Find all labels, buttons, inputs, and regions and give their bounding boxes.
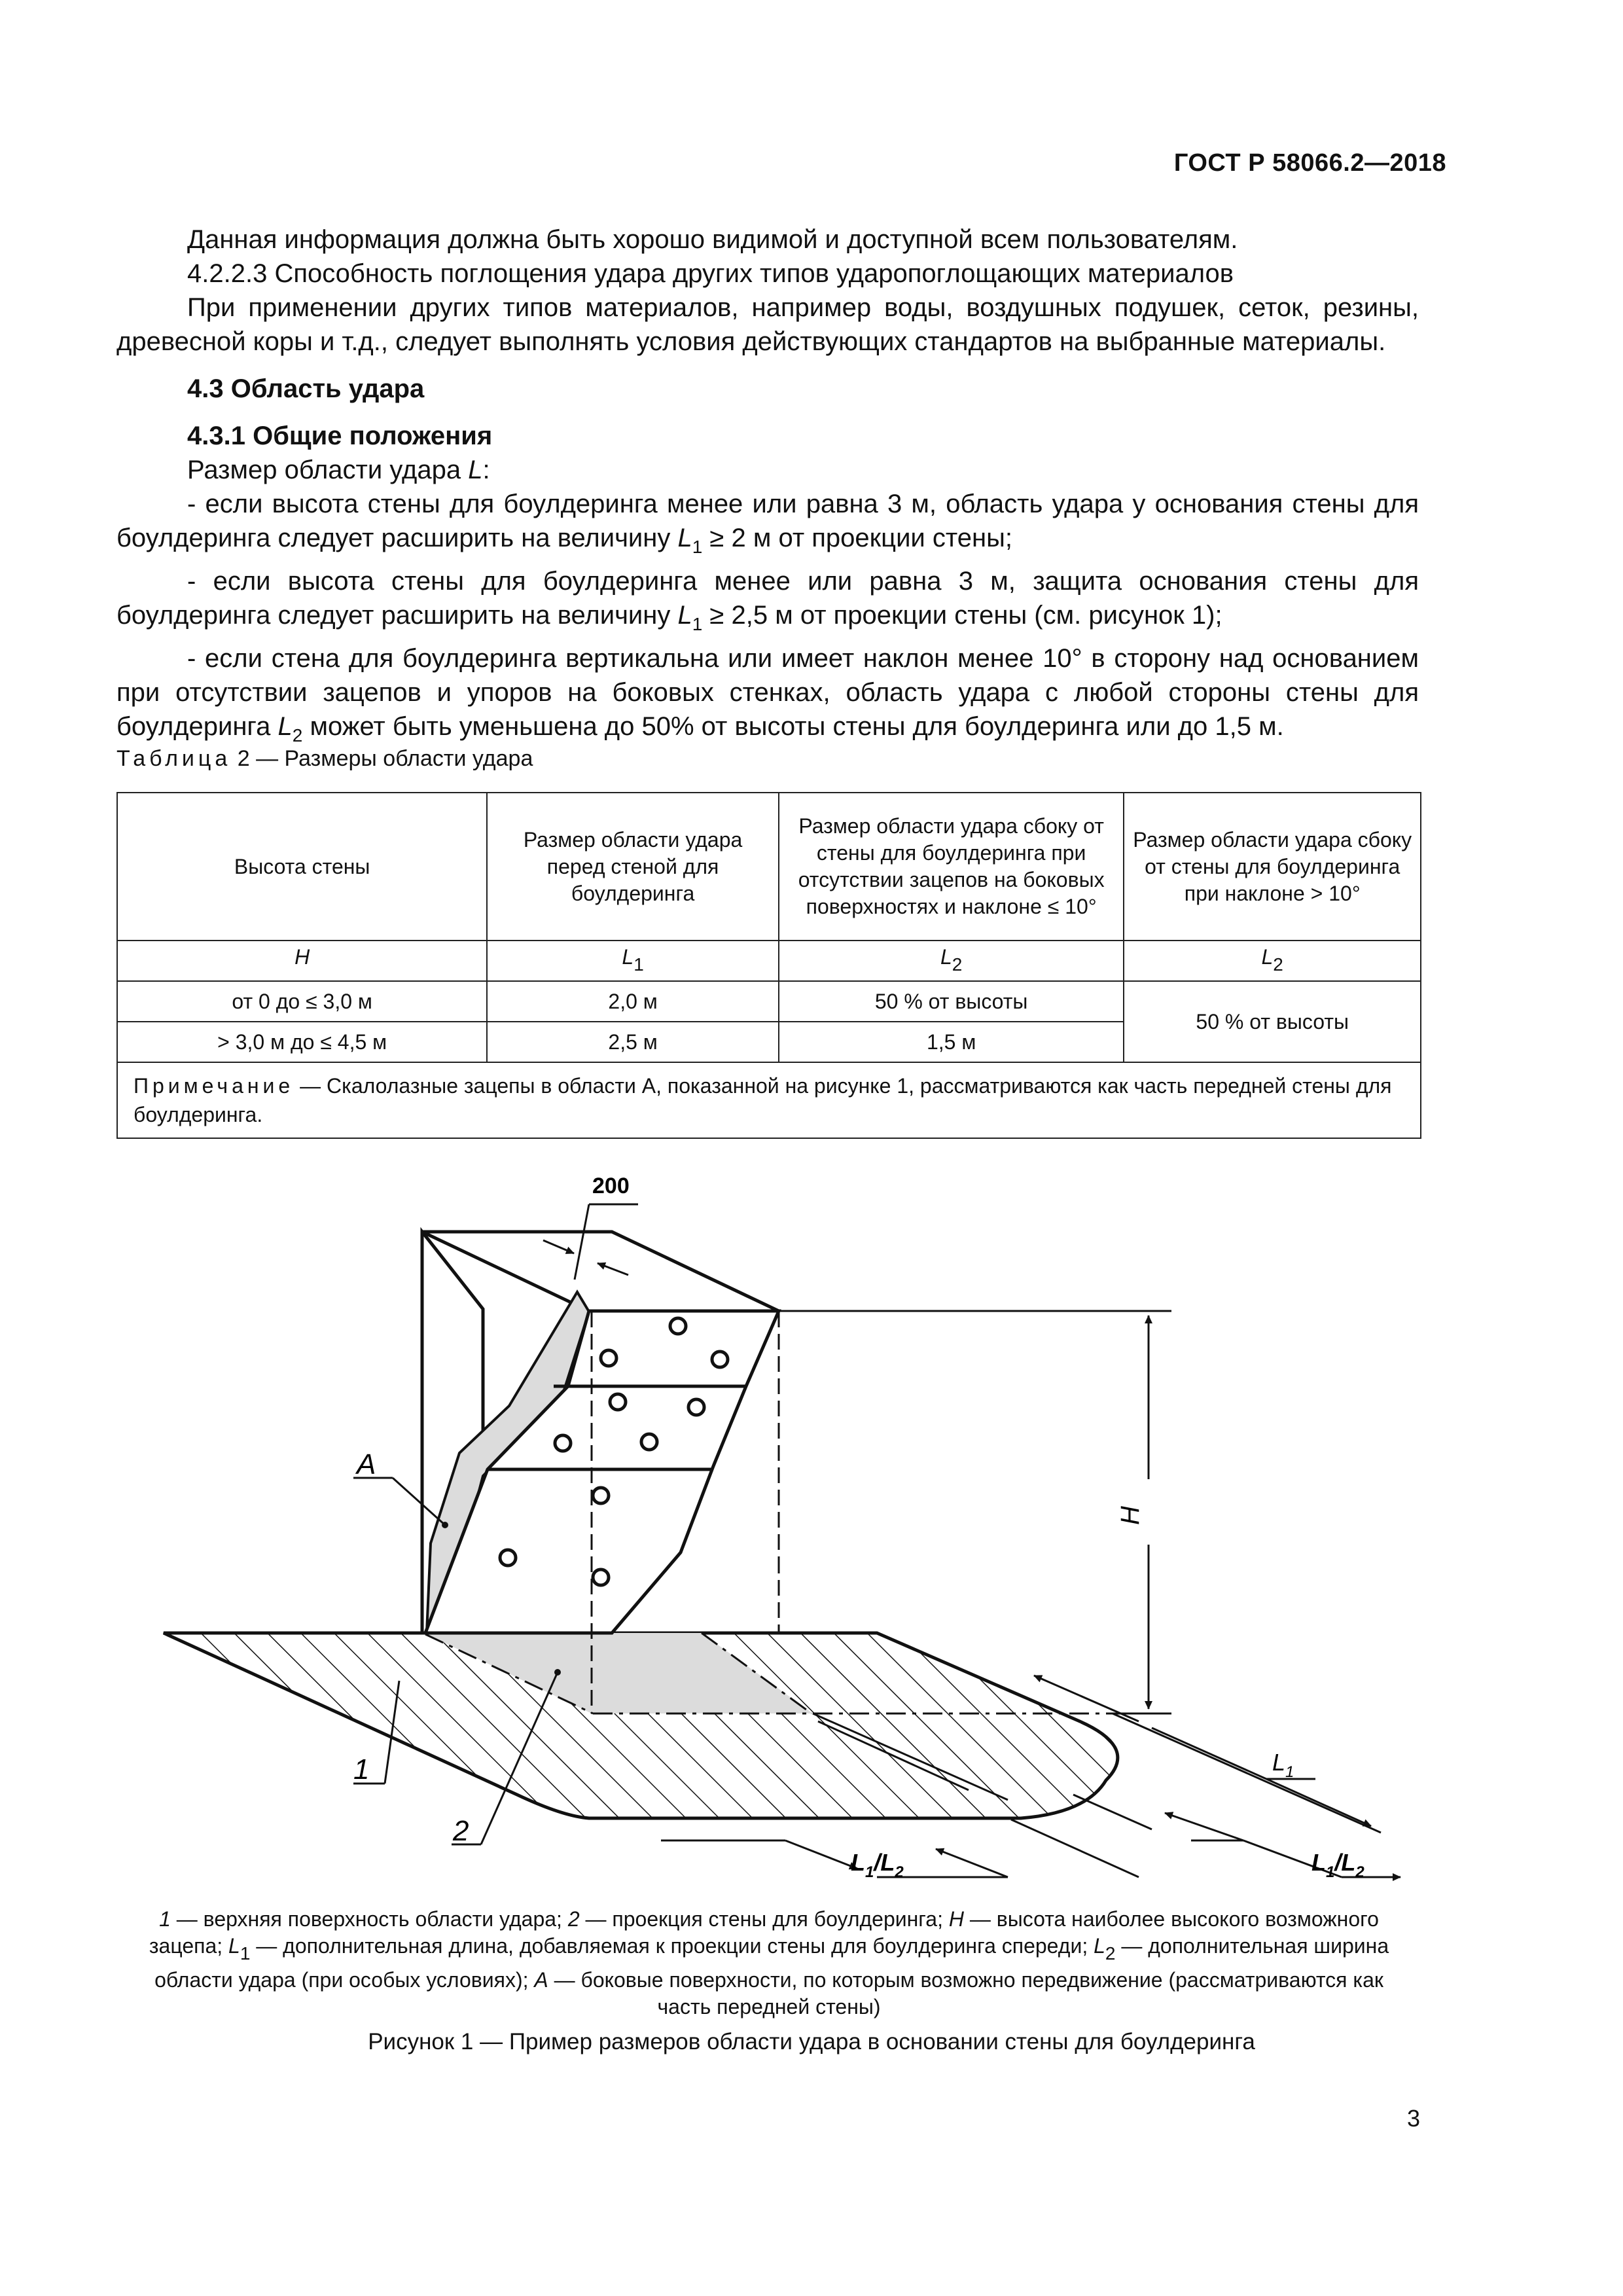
table-cell: от 0 до ≤ 3,0 м — [117, 981, 487, 1022]
paragraph-impact-size: Размер области удара L: — [187, 456, 490, 484]
impact-area-table — [116, 792, 1421, 1139]
figure-legend: 1 — верхняя поверхность области удара; 2 — проекция стены для боулдеринга; H — высота наиболее высокого возможного зацепа; L1 — дополнительная длина, добавляемая к проекции стены для боулдеринга спереди; L2 — дополнительная ширина области удара (при особых условиях); A — боковые поверхности, по которым возможно передвижение (рассматриваются как часть передней стены) — [149, 1907, 1389, 2018]
area-a-label: A — [357, 1448, 376, 1480]
hold-icon — [610, 1394, 626, 1410]
paragraph-bullet-2: - если высота стены для боулдеринга менее или равна 3 м, защита основания стены для боулдеринга следует расширить на величину $L_1 \ge 2,5$ м от проекции стены (см. рисунок 1); — [116, 567, 1419, 634]
table-cell: 50 % от высоты — [779, 981, 1124, 1022]
paragraph-clause-4-2-2-3: 4.2.2.3 Способность поглощения удара других типов ударопоглощающих материалов — [187, 259, 1234, 288]
body-text — [116, 223, 1419, 753]
heading-4-3-1: 4.3.1 Общие положения — [187, 422, 493, 450]
header-cell: Размер области удара перед стеной для боулдеринга — [487, 793, 779, 941]
hold-icon — [641, 1434, 657, 1450]
paragraph-bullet-1: - если высота стены для боулдеринга менее или равна 3 м, область удара у основания стены для боулдеринга следует расширить на величину $L_1 \ge 2$ м от проекции стены; — [116, 490, 1419, 557]
dimension-200-label: 200 — [592, 1174, 630, 1198]
hold-icon — [555, 1435, 571, 1451]
hold-icon — [500, 1550, 516, 1566]
hold-icon — [712, 1352, 728, 1367]
table-caption: Таблица 2 — Размеры области удара — [116, 746, 533, 771]
hold-icon — [593, 1488, 609, 1503]
table-cell: > 3,0 м до ≤ 4,5 м — [117, 1022, 487, 1062]
figure-1-diagram — [0, 1139, 1623, 1905]
header-cell: Размер области удара сбоку от стены для боулдеринга при отсутствии зацепов на боковых поверхностях и наклоне ≤ 10° — [779, 793, 1124, 941]
figure-caption: Рисунок 1 — Пример размеров области удара в основании стены для боулдеринга — [368, 2029, 1255, 2054]
header-cell: Размер области удара сбоку от стены для боулдеринга при наклоне > 10° — [1124, 793, 1421, 941]
symbol-cell: L1 — [487, 941, 779, 981]
l1l2-right-label: $L_1/L_2$ — [1311, 1849, 1364, 1881]
table-symbol-row — [117, 941, 1421, 981]
table-cell: 1,5 м — [779, 1022, 1124, 1062]
table-cell: 2,0 м — [487, 981, 779, 1022]
paragraph-info: Данная информация должна быть хорошо видимой и доступной всем пользователям. — [187, 225, 1238, 254]
callout-1-label: 1 — [353, 1753, 370, 1785]
table-note: Примечание — Скалолазные зацепы в области А, показанной на рисунке 1, рассматриваются как часть передней стены для боулдеринга. — [117, 1062, 1421, 1138]
height-label: H — [1116, 1506, 1145, 1525]
l1-label: $L_1$ — [1272, 1749, 1294, 1781]
hold-icon — [688, 1399, 704, 1415]
paragraph-other-materials: При применении других типов материалов, например воды, воздушных подушек, сеток, резины, древесной коры и т.д., следует выполнять условия действующих стандартов на выбранные материалы. — [116, 293, 1419, 356]
table-note-row — [117, 1062, 1421, 1138]
table-header-row — [117, 793, 1421, 941]
callout-2-label: 2 — [453, 1815, 469, 1847]
l1l2-left-label: $L_1/L_2$ — [851, 1849, 904, 1881]
table-cell-merged: 50 % от высоты — [1124, 981, 1421, 1062]
header-cell: Высота стены — [117, 793, 487, 941]
table-cell: 2,5 м — [487, 1022, 779, 1062]
document-header: ГОСТ Р 58066.2—2018 — [1173, 149, 1446, 177]
hold-icon — [670, 1318, 686, 1334]
hold-icon — [593, 1570, 609, 1585]
page-number: 3 — [1406, 2105, 1420, 2132]
heading-4-3: 4.3 Область удара — [187, 374, 425, 403]
table-row — [117, 981, 1421, 1022]
symbol-cell: L2 — [779, 941, 1124, 981]
hold-icon — [601, 1350, 616, 1366]
paragraph-bullet-3: - если стена для боулдеринга вертикальна или имеет наклон менее 10° в сторону над основанием при отсутствии зацепов и упоров на боковых стенках, область удара с любой стороны стены для боулдеринга $L_2$ может быть уменьшена до 50% от высоты стены для боулдеринга или до 1,5 м. — [116, 644, 1419, 745]
symbol-cell: L2 — [1124, 941, 1421, 981]
symbol-cell: H — [117, 941, 487, 981]
